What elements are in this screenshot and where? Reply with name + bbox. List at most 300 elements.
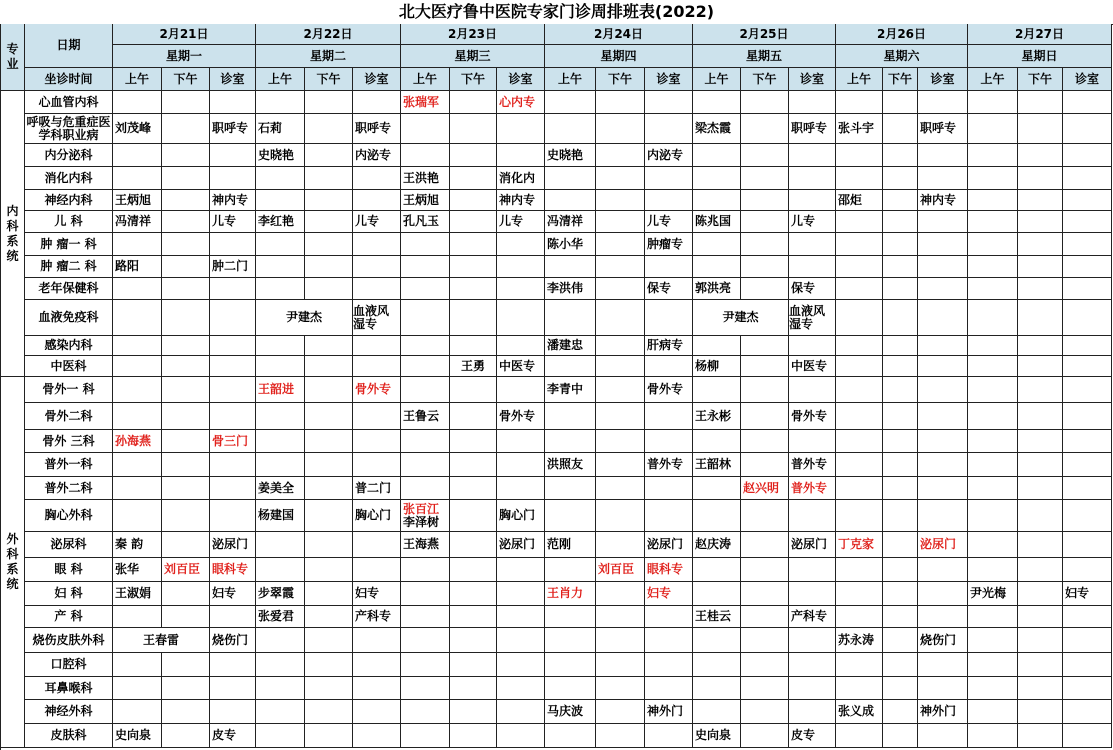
- day-weekday-0: [113, 45, 256, 68]
- schedule-cell-text: 梁杰霞: [695, 121, 732, 135]
- schedule-cell: [210, 430, 256, 453]
- schedule-cell: [353, 190, 401, 211]
- schedule-cell: [693, 377, 741, 403]
- dept-label-text: 神经外科: [44, 704, 93, 718]
- date-header-text: 日期: [56, 38, 81, 52]
- dept-label-text: 骨外 三科: [42, 433, 95, 448]
- schedule-cell: [789, 606, 836, 628]
- schedule-cell: [789, 477, 836, 500]
- schedule-cell: [883, 677, 918, 700]
- group-label-text: 外科系统: [6, 532, 19, 591]
- schedule-cell: [113, 532, 162, 558]
- schedule-cell: [968, 114, 1018, 144]
- sub-afternoon-0: [162, 68, 210, 91]
- schedule-cell-text: 王春雷: [142, 632, 179, 647]
- schedule-cell-text: 马庆波: [547, 704, 584, 718]
- schedule-cell: [162, 144, 210, 167]
- schedule-cell-text: 王肖力: [547, 586, 584, 600]
- schedule-cell: [883, 114, 918, 144]
- schedule-cell: [305, 211, 353, 233]
- schedule-cell: [305, 453, 353, 477]
- schedule-cell: [836, 300, 883, 336]
- schedule-cell: [1063, 233, 1112, 256]
- schedule-cell: [693, 356, 741, 377]
- schedule-cell: [256, 233, 305, 256]
- schedule-cell: [162, 724, 210, 748]
- schedule-cell: [401, 233, 450, 256]
- schedule-cell: [450, 377, 497, 403]
- schedule-cell: [113, 356, 162, 377]
- schedule-cell: [968, 558, 1018, 582]
- schedule-cell: [1063, 628, 1112, 653]
- schedule-cell: [883, 300, 918, 336]
- schedule-cell: [645, 190, 693, 211]
- schedule-cell: [256, 477, 305, 500]
- schedule-cell: [789, 628, 836, 653]
- schedule-cell: [401, 91, 450, 114]
- schedule-cell: [1018, 91, 1063, 114]
- dept-label: [25, 144, 113, 167]
- schedule-cell: [645, 628, 693, 653]
- schedule-cell: [401, 211, 450, 233]
- sub-morning-6: [968, 68, 1018, 91]
- schedule-cell: [1018, 453, 1063, 477]
- day-weekday-4-text: 星期五: [745, 48, 782, 63]
- sub-morning-4: [693, 68, 741, 91]
- schedule-cell: [693, 453, 741, 477]
- schedule-cell: [918, 336, 968, 356]
- schedule-cell: [401, 356, 450, 377]
- schedule-cell: [353, 356, 401, 377]
- schedule-cell: [741, 606, 789, 628]
- sub-afternoon-3: [596, 68, 645, 91]
- schedule-cell: [968, 700, 1018, 724]
- sub-room-6-text: 诊室: [1074, 71, 1099, 86]
- schedule-cell-text: 王洪艳: [403, 170, 440, 185]
- schedule-cell: [836, 628, 883, 653]
- schedule-cell: [645, 91, 693, 114]
- schedule-cell: [1063, 582, 1112, 606]
- schedule-cell: [693, 653, 741, 677]
- schedule-cell: [693, 403, 741, 430]
- schedule-cell: [450, 91, 497, 114]
- dept-label-text: 肿 瘤一 科: [40, 236, 97, 251]
- schedule-cell: [1063, 91, 1112, 114]
- schedule-cell: [450, 477, 497, 500]
- dept-label-text: 儿 科: [54, 214, 83, 228]
- sub-room-5-text: 诊室: [930, 71, 955, 86]
- schedule-cell: [693, 558, 741, 582]
- schedule-cell: [113, 700, 162, 724]
- schedule-cell: [450, 606, 497, 628]
- schedule-cell: [497, 500, 545, 532]
- schedule-cell: [450, 700, 497, 724]
- schedule-cell: [741, 356, 789, 377]
- schedule-cell: [883, 500, 918, 532]
- schedule-cell: [401, 300, 450, 336]
- schedule-cell: [1063, 532, 1112, 558]
- schedule-cell: [497, 606, 545, 628]
- schedule-cell: [693, 477, 741, 500]
- schedule-cell: [401, 653, 450, 677]
- schedule-cell: [596, 628, 645, 653]
- schedule-cell-text: 赵兴明: [743, 480, 780, 495]
- schedule-cell: [968, 677, 1018, 700]
- schedule-cell-text: 王炳旭: [115, 192, 152, 207]
- group-label-text: 内科系统: [6, 203, 19, 263]
- schedule-cell: [645, 356, 693, 377]
- schedule-cell: [883, 700, 918, 724]
- schedule-cell: [789, 453, 836, 477]
- schedule-cell: [741, 500, 789, 532]
- schedule-cell: [401, 190, 450, 211]
- schedule-cell: [883, 628, 918, 653]
- schedule-cell: [497, 190, 545, 211]
- schedule-cell: [1063, 377, 1112, 403]
- schedule-cell: [256, 278, 305, 300]
- schedule-cell: [836, 500, 883, 532]
- schedule-cell: [1018, 430, 1063, 453]
- schedule-cell: [645, 300, 693, 336]
- schedule-cell: [210, 91, 256, 114]
- schedule-cell-text: 泌尿门: [647, 537, 684, 551]
- schedule-cell-text: 神内专: [920, 192, 957, 207]
- schedule-cell-text: 王淑娟: [115, 586, 152, 600]
- schedule-cell: [545, 403, 596, 430]
- schedule-cell: [162, 167, 210, 190]
- schedule-cell: [401, 336, 450, 356]
- schedule-cell: [1063, 300, 1112, 336]
- sub-room-1-text: 诊室: [364, 71, 389, 86]
- schedule-cell: [401, 724, 450, 748]
- schedule-cell: [741, 558, 789, 582]
- day-date-1-text: 2月22日: [303, 26, 353, 41]
- schedule-cell: [450, 144, 497, 167]
- schedule-cell: [450, 677, 497, 700]
- schedule-cell: [741, 278, 789, 300]
- day-date-4-text: 2月25日: [739, 26, 789, 41]
- schedule-cell: [305, 500, 353, 532]
- schedule-cell-text: 刘百臣: [164, 562, 201, 576]
- schedule-cell: [693, 211, 741, 233]
- schedule-cell: [918, 477, 968, 500]
- schedule-cell: [836, 211, 883, 233]
- dept-label: [25, 211, 113, 233]
- schedule-cell: [968, 606, 1018, 628]
- sub-morning-0-text: 上午: [124, 71, 149, 86]
- schedule-cell: [883, 278, 918, 300]
- schedule-cell: [918, 430, 968, 453]
- schedule-cell: [1063, 211, 1112, 233]
- schedule-cell: [162, 677, 210, 700]
- schedule-cell: [789, 500, 836, 532]
- schedule-cell: [545, 256, 596, 278]
- sub-morning-2: [401, 68, 450, 91]
- dept-label-text: 中医科: [50, 358, 87, 373]
- schedule-cell: [968, 256, 1018, 278]
- day-date-2-text: 2月23日: [447, 26, 498, 41]
- schedule-cell: [883, 558, 918, 582]
- schedule-cell: [353, 114, 401, 144]
- schedule-cell: [497, 453, 545, 477]
- schedule-cell-text: 王永彬: [695, 408, 732, 423]
- schedule-cell: [353, 653, 401, 677]
- schedule-cell: [789, 700, 836, 724]
- schedule-cell: [645, 500, 693, 532]
- schedule-cell-text: 血液风湿专: [789, 303, 826, 331]
- schedule-cell: [883, 211, 918, 233]
- schedule-cell-text: 赵庆涛: [695, 537, 732, 551]
- day-date-6: [968, 24, 1112, 45]
- schedule-cell: [401, 144, 450, 167]
- schedule-cell: [918, 211, 968, 233]
- schedule-cell: [353, 430, 401, 453]
- schedule-cell: [353, 582, 401, 606]
- day-weekday-3-text: 星期四: [600, 48, 637, 63]
- schedule-cell: [113, 453, 162, 477]
- schedule-cell-text: 王勇: [460, 358, 485, 373]
- schedule-cell: [693, 114, 741, 144]
- schedule-cell: [210, 606, 256, 628]
- schedule-cell: [693, 91, 741, 114]
- schedule-cell: [256, 606, 305, 628]
- schedule-cell: [162, 91, 210, 114]
- schedule-cell: [450, 558, 497, 582]
- schedule-cell: [1018, 724, 1063, 748]
- schedule-cell: [596, 91, 645, 114]
- schedule-cell: [693, 700, 741, 724]
- dept-label-text: 骨外一 科: [42, 382, 95, 396]
- schedule-cell-text: 神外门: [920, 704, 957, 718]
- schedule-cell-text: 泌尿门: [499, 537, 536, 551]
- schedule-cell: [305, 114, 353, 144]
- schedule-cell: [305, 477, 353, 500]
- sub-morning-4-text: 上午: [704, 71, 729, 86]
- dept-label-text: 眼 科: [54, 562, 83, 576]
- schedule-cell: [353, 233, 401, 256]
- schedule-cell: [162, 582, 210, 606]
- schedule-cell: [741, 211, 789, 233]
- schedule-cell: [401, 114, 450, 144]
- schedule-cell: [497, 114, 545, 144]
- schedule-cell: [545, 700, 596, 724]
- schedule-cell-text: 皮专: [791, 728, 816, 742]
- schedule-cell: [789, 724, 836, 748]
- schedule-cell-text: 史向泉: [695, 728, 732, 742]
- schedule-cell: [256, 356, 305, 377]
- schedule-cell: [645, 233, 693, 256]
- day-weekday-3: [545, 45, 693, 68]
- schedule-cell: [883, 724, 918, 748]
- schedule-cell: [353, 532, 401, 558]
- schedule-cell: [741, 336, 789, 356]
- schedule-cell: [545, 377, 596, 403]
- schedule-cell: [450, 256, 497, 278]
- schedule-cell: [305, 558, 353, 582]
- schedule-cell: [1063, 677, 1112, 700]
- sub-morning-3: [545, 68, 596, 91]
- schedule-cell: [645, 278, 693, 300]
- schedule-cell: [596, 500, 645, 532]
- schedule-cell: [918, 233, 968, 256]
- schedule-cell-text: 潘建忠: [547, 338, 584, 352]
- schedule-cell: [789, 377, 836, 403]
- dept-label: [25, 724, 113, 748]
- schedule-cell: [596, 167, 645, 190]
- schedule-cell: [883, 167, 918, 190]
- schedule-cell: [256, 256, 305, 278]
- dept-label: [25, 700, 113, 724]
- dept-label: [25, 256, 113, 278]
- schedule-cell: [305, 677, 353, 700]
- schedule-cell: [596, 233, 645, 256]
- schedule-cell-text: 骨外专: [355, 382, 392, 396]
- schedule-cell: [450, 233, 497, 256]
- schedule-cell: [353, 403, 401, 430]
- schedule-cell: [836, 403, 883, 430]
- schedule-cell: [450, 336, 497, 356]
- schedule-cell: [545, 144, 596, 167]
- schedule-cell: [401, 256, 450, 278]
- schedule-cell: [645, 677, 693, 700]
- schedule-cell: [256, 91, 305, 114]
- schedule-cell: [883, 256, 918, 278]
- schedule-cell: [1018, 653, 1063, 677]
- schedule-cell: [401, 628, 450, 653]
- schedule-cell: [1018, 377, 1063, 403]
- sub-room-4-text: 诊室: [799, 71, 824, 86]
- schedule-cell: [113, 91, 162, 114]
- schedule-cell: [256, 430, 305, 453]
- schedule-cell: [1063, 167, 1112, 190]
- day-weekday-6-text: 星期日: [1021, 48, 1058, 63]
- schedule-cell: [596, 582, 645, 606]
- schedule-cell: [210, 190, 256, 211]
- schedule-cell: [968, 628, 1018, 653]
- schedule-cell: [596, 724, 645, 748]
- schedule-cell-text: 张瑞军: [403, 94, 440, 109]
- schedule-cell: [353, 211, 401, 233]
- schedule-cell: [1018, 256, 1063, 278]
- sub-morning-2-text: 上午: [412, 71, 437, 86]
- schedule-cell: [836, 477, 883, 500]
- schedule-cell: [968, 91, 1018, 114]
- schedule-cell: [693, 167, 741, 190]
- doctor-name: 张百江: [403, 501, 440, 516]
- schedule-cell: [918, 532, 968, 558]
- schedule-cell: [113, 403, 162, 430]
- sub-room-0-text: 诊室: [220, 71, 245, 86]
- schedule-cell: [645, 477, 693, 500]
- schedule-cell: [789, 167, 836, 190]
- schedule-cell: [918, 356, 968, 377]
- schedule-cell: [741, 453, 789, 477]
- schedule-cell: [645, 377, 693, 403]
- schedule-cell: [596, 430, 645, 453]
- day-date-3-text: 2月24日: [593, 26, 644, 41]
- schedule-cell: [918, 724, 968, 748]
- schedule-cell: [450, 628, 497, 653]
- schedule-cell: [162, 532, 210, 558]
- schedule-cell-text: 骨外专: [791, 408, 828, 423]
- schedule-cell-text: 保专: [791, 281, 816, 295]
- schedule-cell: [497, 336, 545, 356]
- dept-label: [25, 167, 113, 190]
- schedule-cell-text: 消化内: [499, 170, 536, 185]
- sub-morning-5-text: 上午: [846, 71, 871, 86]
- schedule-cell: [789, 582, 836, 606]
- schedule-cell: [256, 114, 305, 144]
- schedule-cell: [789, 91, 836, 114]
- day-weekday-0-text: 星期一: [165, 48, 202, 63]
- schedule-cell: [256, 700, 305, 724]
- schedule-cell: [693, 606, 741, 628]
- schedule-cell-text: 李青中: [547, 382, 584, 396]
- schedule-cell: [789, 532, 836, 558]
- schedule-cell: [968, 582, 1018, 606]
- dept-label-text: 感染内科: [44, 338, 93, 352]
- schedule-cell: [353, 558, 401, 582]
- schedule-cell: [401, 403, 450, 430]
- schedule-cell: [918, 91, 968, 114]
- schedule-cell: [305, 233, 353, 256]
- schedule-cell: [1063, 606, 1112, 628]
- schedule-cell: [162, 558, 210, 582]
- dept-label: [25, 114, 113, 144]
- dept-label: [25, 477, 113, 500]
- schedule-cell: [1063, 256, 1112, 278]
- schedule-cell: [256, 403, 305, 430]
- schedule-cell-text: 妇专: [355, 586, 380, 600]
- schedule-cell: [693, 677, 741, 700]
- schedule-cell-text: 烧伤门: [212, 632, 249, 647]
- schedule-cell: [789, 677, 836, 700]
- schedule-cell: [693, 500, 741, 532]
- schedule-cell: [645, 114, 693, 144]
- sub-room-0: [210, 68, 256, 91]
- schedule-cell: [1018, 477, 1063, 500]
- schedule-cell: [918, 114, 968, 144]
- sub-morning-0: [113, 68, 162, 91]
- schedule-cell: [836, 114, 883, 144]
- sub-afternoon-4-text: 下午: [752, 71, 777, 86]
- dept-label: [25, 500, 113, 532]
- schedule-cell: [1063, 724, 1112, 748]
- schedule-cell: [741, 724, 789, 748]
- sub-room-5: [918, 68, 968, 91]
- day-weekday-2: [401, 45, 545, 68]
- schedule-cell-text: 妇专: [212, 586, 237, 600]
- schedule-cell-text: 骨外专: [647, 382, 684, 396]
- schedule-cell: [596, 256, 645, 278]
- schedule-cell: [789, 336, 836, 356]
- schedule-cell-text: 王海燕: [403, 537, 440, 551]
- schedule-cell-text: 神内专: [499, 192, 536, 207]
- schedule-cell: [596, 606, 645, 628]
- schedule-cell: [545, 190, 596, 211]
- sub-afternoon-1: [305, 68, 353, 91]
- schedule-cell: [545, 677, 596, 700]
- dept-label: [25, 582, 113, 606]
- schedule-cell: [741, 114, 789, 144]
- schedule-cell: [968, 278, 1018, 300]
- schedule-cell: [545, 167, 596, 190]
- schedule-cell: [113, 558, 162, 582]
- schedule-cell: [210, 278, 256, 300]
- date-header: [25, 24, 113, 68]
- schedule-cell: [918, 190, 968, 211]
- day-date-6-text: 2月27日: [1014, 26, 1065, 41]
